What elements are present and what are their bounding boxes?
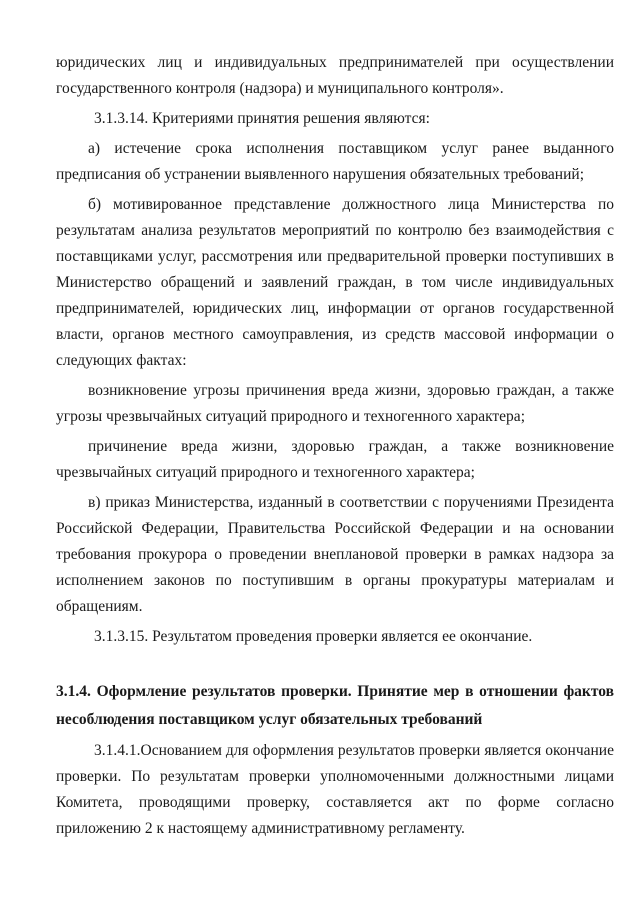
document-page bbox=[56, 50, 614, 846]
paragraph-3-1-4-1: 3.1.4.1.Основанием для оформления результатов проверки является окончание проверки. По результатам проверки уполномоченными должностными лицами Комитета, проводящими проверку, составляется акт по форме согласно приложению 2 к настоящему административному регламенту. bbox=[56, 742, 614, 837]
fact-harm: причинение вреда жизни, здоровью граждан, а также возникновение чрезвычайных ситуаций природного и техногенного характера; bbox=[56, 438, 614, 481]
paragraph-3-1-3-15: 3.1.3.15. Результатом проведения проверки является ее окончание. bbox=[94, 628, 533, 645]
paragraph-3-1-3-14: 3.1.3.14. Критериями принятия решения являются: bbox=[94, 110, 430, 127]
criterion-a: а) истечение срока исполнения поставщиком услуг ранее выданного предписания об устранении выявленного нарушения обязательных требований; bbox=[56, 140, 614, 183]
section-heading-3-1-4: 3.1.4. Оформление результатов проверки. Принятие мер в отношении фактов несоблюдения поставщиком услуг обязательных требований bbox=[56, 683, 614, 728]
criterion-c: в) приказ Министерства, изданный в соответствии с поручениями Президента Российской Федерации, Правительства Российской Федерации и на основании требования прокурора о проведении внеплановой проверки в рамках надзора за исполнением законов по поступившим в органы прокуратуры материалам и обращениям. bbox=[56, 494, 614, 615]
fact-threat: возникновение угрозы причинения вреда жизни, здоровью граждан, а также угрозы чрезвычайных ситуаций природного и техногенного характера; bbox=[56, 382, 614, 425]
criterion-b: б) мотивированное представление должностного лица Министерства по результатам анализа результатов мероприятий по контролю без взаимодействия с поставщиками услуг, рассмотрения или предварительной проверки поступивших в Министерство обращений и заявлений граждан, в том числе индивидуальных предпринимателей, юридических лиц, информации от органов государственной власти, органов местного самоуправления, из средств массовой информации о следующих фактах: bbox=[56, 196, 614, 369]
paragraph-continuation: юридических лиц и индивидуальных предпринимателей при осуществлении государственного контроля (надзора) и муниципального контроля». bbox=[56, 54, 614, 97]
